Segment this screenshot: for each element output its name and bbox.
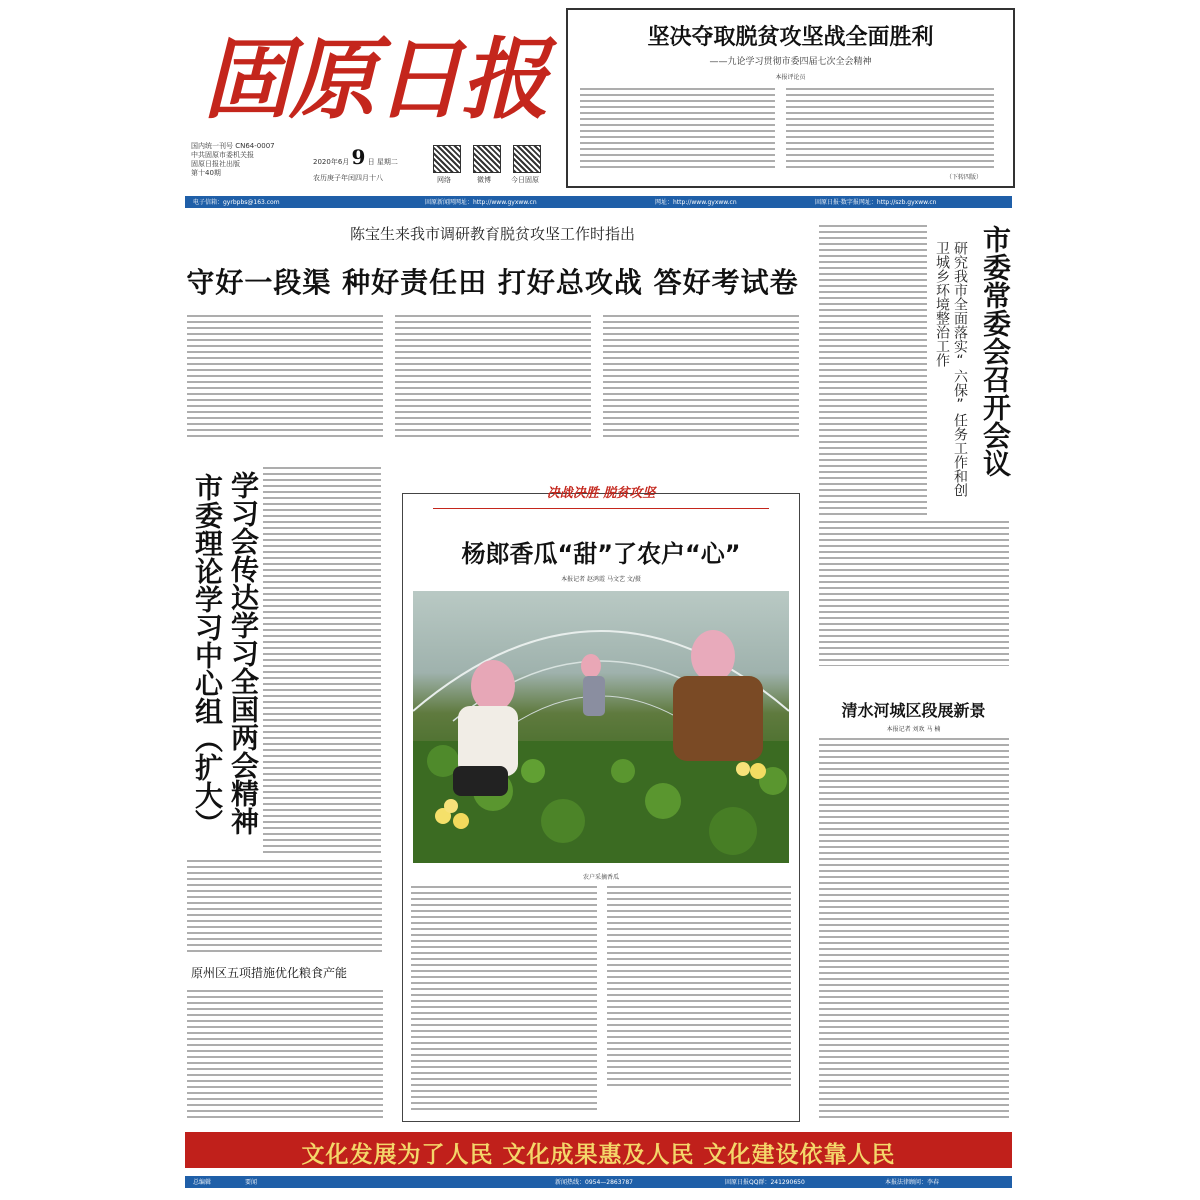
masthead-title: 固原日报 bbox=[203, 27, 548, 131]
lead-title: 守好一段渠 种好责任田 打好总攻战 答好考试卷 bbox=[186, 266, 799, 299]
left-story-body bbox=[187, 860, 382, 952]
lead-kicker: 陈宝生来我市调研教育脱贫攻坚工作时指出 bbox=[349, 225, 635, 243]
lead-story bbox=[185, 215, 800, 445]
slogan-bar bbox=[185, 1132, 1012, 1168]
date-day: 9 bbox=[351, 145, 366, 169]
pub-info bbox=[191, 142, 296, 178]
top-feature-body bbox=[786, 88, 994, 170]
issue-date bbox=[313, 145, 433, 183]
right-story-body bbox=[819, 521, 1009, 666]
pub-info-line: 国内统一刊号 CN64-0007 bbox=[191, 142, 275, 150]
top-feature-title: 坚决夺取脱贫攻坚战全面胜利 bbox=[647, 25, 934, 50]
info-bar bbox=[185, 196, 1012, 208]
lead-body bbox=[395, 315, 591, 437]
right-story-title: 市委常委会召开会议 bbox=[979, 225, 1012, 477]
top-feature-byline: 本报评论员 bbox=[775, 74, 806, 81]
river-story-byline: 本报记者 刘欢 马 楠 bbox=[886, 726, 941, 733]
qr-code-icon bbox=[473, 145, 501, 173]
pub-info-line: 固原日报社出版 bbox=[191, 160, 240, 168]
river-story-body bbox=[819, 738, 1009, 1120]
info-bar-item: 网址：http://www.gyxww.cn bbox=[655, 199, 737, 206]
left-story bbox=[185, 465, 385, 955]
left-story-title-line2: 学习会传达学习全国两会精神 bbox=[227, 471, 260, 835]
info-bar-item: 固原新闻网网址：http://www.gyxww.cn bbox=[425, 199, 537, 206]
left-story-body bbox=[263, 467, 381, 855]
info-bar-item: 固原日报·数字报网址：http://szb.gyxww.cn bbox=[815, 199, 937, 206]
bottom-bar bbox=[185, 1176, 1012, 1188]
feature-title: 杨郎香瓜“甜”了农户“心” bbox=[461, 540, 741, 568]
date-text: 2020年6月 bbox=[313, 158, 350, 166]
right-story bbox=[815, 225, 1012, 670]
qr-code-icon bbox=[433, 145, 461, 173]
bottom-bar-item: 总编辑 bbox=[193, 1179, 212, 1186]
top-feature-box bbox=[566, 8, 1015, 188]
right-story-subtitle: 研究我市全面落实“六保”任务工作和创卫城乡环境整治工作 bbox=[934, 241, 968, 497]
info-bar-item: 电子信箱：gyrbpbs@163.com bbox=[193, 199, 280, 206]
lead-body bbox=[187, 315, 383, 437]
top-feature-subtitle: ——九论学习贯彻市委四届七次全会精神 bbox=[709, 57, 872, 67]
bottom-bar-item: 固原日报QQ群：241290650 bbox=[725, 1179, 805, 1186]
feature-box bbox=[402, 486, 800, 1122]
qr-label: 微博 bbox=[477, 176, 491, 184]
top-feature-body bbox=[580, 88, 775, 170]
feature-body bbox=[607, 886, 791, 1086]
river-story bbox=[815, 690, 1012, 1122]
qr-label: 网络 bbox=[437, 176, 451, 184]
bottom-bar-item: 新闻热线：0954—2863787 bbox=[555, 1179, 633, 1186]
left-story-title-line1: 市委理论学习中心组（扩大） bbox=[191, 473, 224, 837]
feature-kicker: 决战决胜 脱贫攻坚 bbox=[546, 486, 656, 501]
feature-body bbox=[411, 886, 597, 1114]
river-story-title: 清水河城区段展新景 bbox=[841, 701, 986, 720]
small-story bbox=[185, 960, 385, 1122]
bottom-bar-item: 本报法律顾问：李春 bbox=[885, 1179, 940, 1186]
lunar-date: 农历庚子年闰四月十八 bbox=[313, 174, 383, 182]
masthead bbox=[185, 10, 555, 195]
small-story-body bbox=[187, 990, 383, 1120]
qr-code-icon bbox=[513, 145, 541, 173]
small-story-title: 原州区五项措施优化粮食产能 bbox=[191, 966, 348, 980]
feature-photo bbox=[413, 591, 789, 863]
date-weekday: 日 星期二 bbox=[367, 158, 398, 166]
pub-info-line: 中共固原市委机关报 bbox=[191, 151, 254, 159]
feature-byline: 本报记者 赵鸿霞 马文艺 文/摄 bbox=[561, 576, 641, 583]
bottom-bar-item: 要闻 bbox=[245, 1179, 258, 1186]
slogan-text: 文化发展为了人民 文化成果惠及人民 文化建设依靠人民 bbox=[301, 1141, 896, 1168]
pub-info-line: 第十40期 bbox=[191, 169, 221, 177]
greenhouse-photo bbox=[413, 591, 789, 863]
photo-caption: 农户采摘香瓜 bbox=[582, 874, 619, 881]
right-story-body bbox=[819, 225, 927, 515]
feature-kicker-rule bbox=[433, 508, 769, 509]
top-feature-continued: （下转四版） bbox=[946, 174, 983, 181]
lead-body bbox=[603, 315, 799, 437]
qr-label: 今日固原 bbox=[511, 176, 539, 184]
